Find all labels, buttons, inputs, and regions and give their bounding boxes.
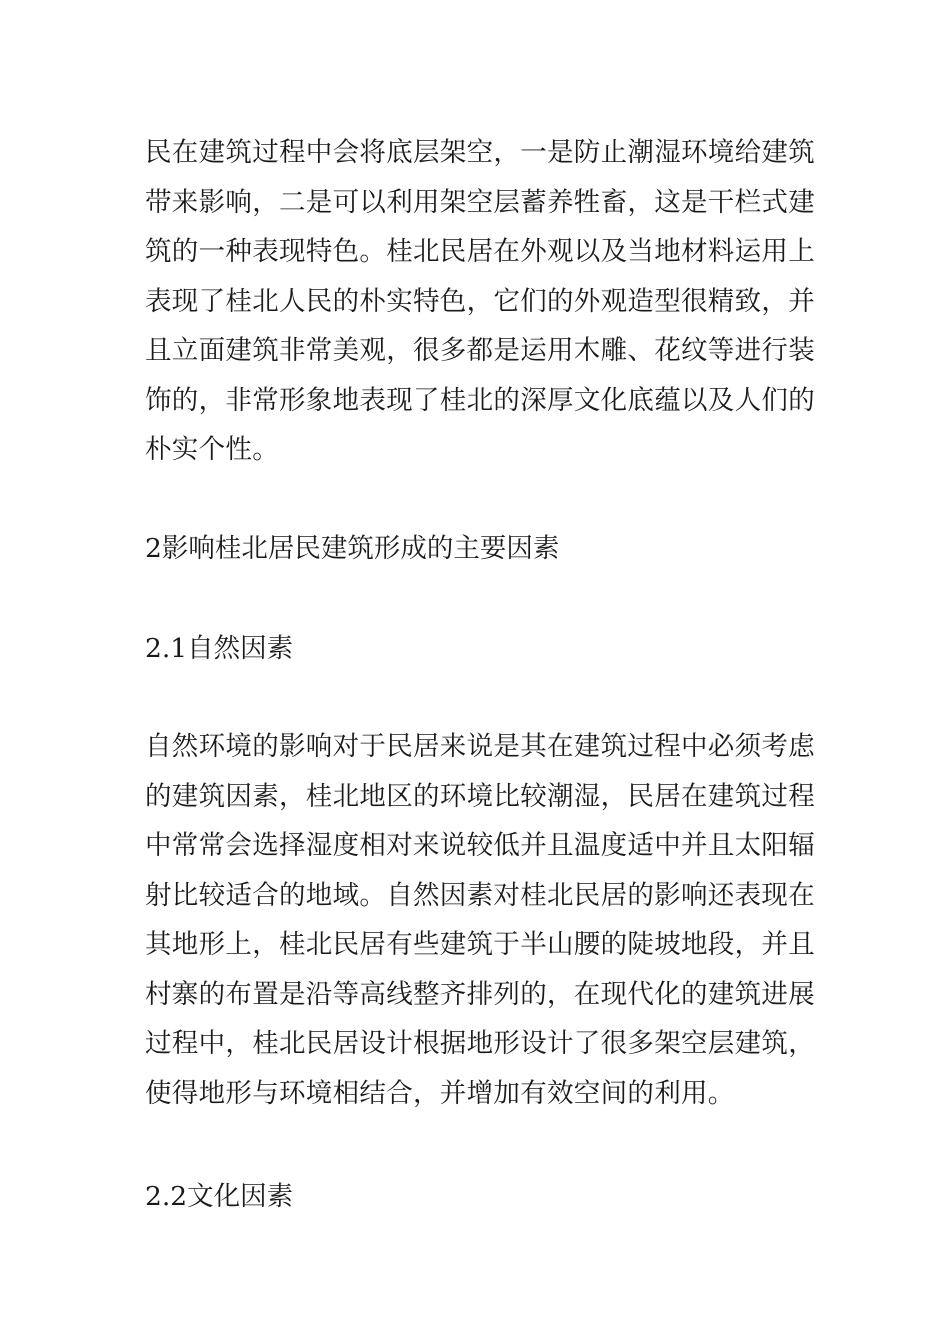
body-paragraph-architecture-features: 民在建筑过程中会将底层架空，一是防止潮湿环境给建筑带来影响，二是可以利用架空层蓄养牲畜，这是干栏式建筑的一种表现特色。桂北民居在外观以及当地材料运用上表现了桂北人民的朴实特色，它们的外观造型很精致，并且立面建筑非常美观，很多都是运用木雕、花纹等进行装饰的，非常形象地表现了桂北的深厚文化底蕴以及人们的朴实个性。: [145, 137, 815, 465]
body-paragraph-natural-factors: 自然环境的影响对于民居来说是其在建筑过程中必须考虑的建筑因素，桂北地区的环境比较潮湿，民居在建筑过程中常常会选择湿度相对来说较低并且温度适中并且太阳辐射比较适合的地域。自然因素对桂北民居的影响还表现在其地形上，桂北民居有些建筑于半山腰的陡坡地段，并且村寨的布置是沿等高线整齐排列的，在现代化的建筑进展过程中，桂北民居设计根据地形设计了很多架空层建筑，使得地形与环境相结合，并增加有效空间的利用。: [145, 731, 815, 1109]
subsection-heading-2-1: 2.1自然因素: [145, 633, 294, 664]
section-heading-2: 2影响桂北居民建筑形成的主要因素: [145, 533, 560, 564]
subsection-heading-2-2: 2.2文化因素: [145, 1181, 294, 1212]
